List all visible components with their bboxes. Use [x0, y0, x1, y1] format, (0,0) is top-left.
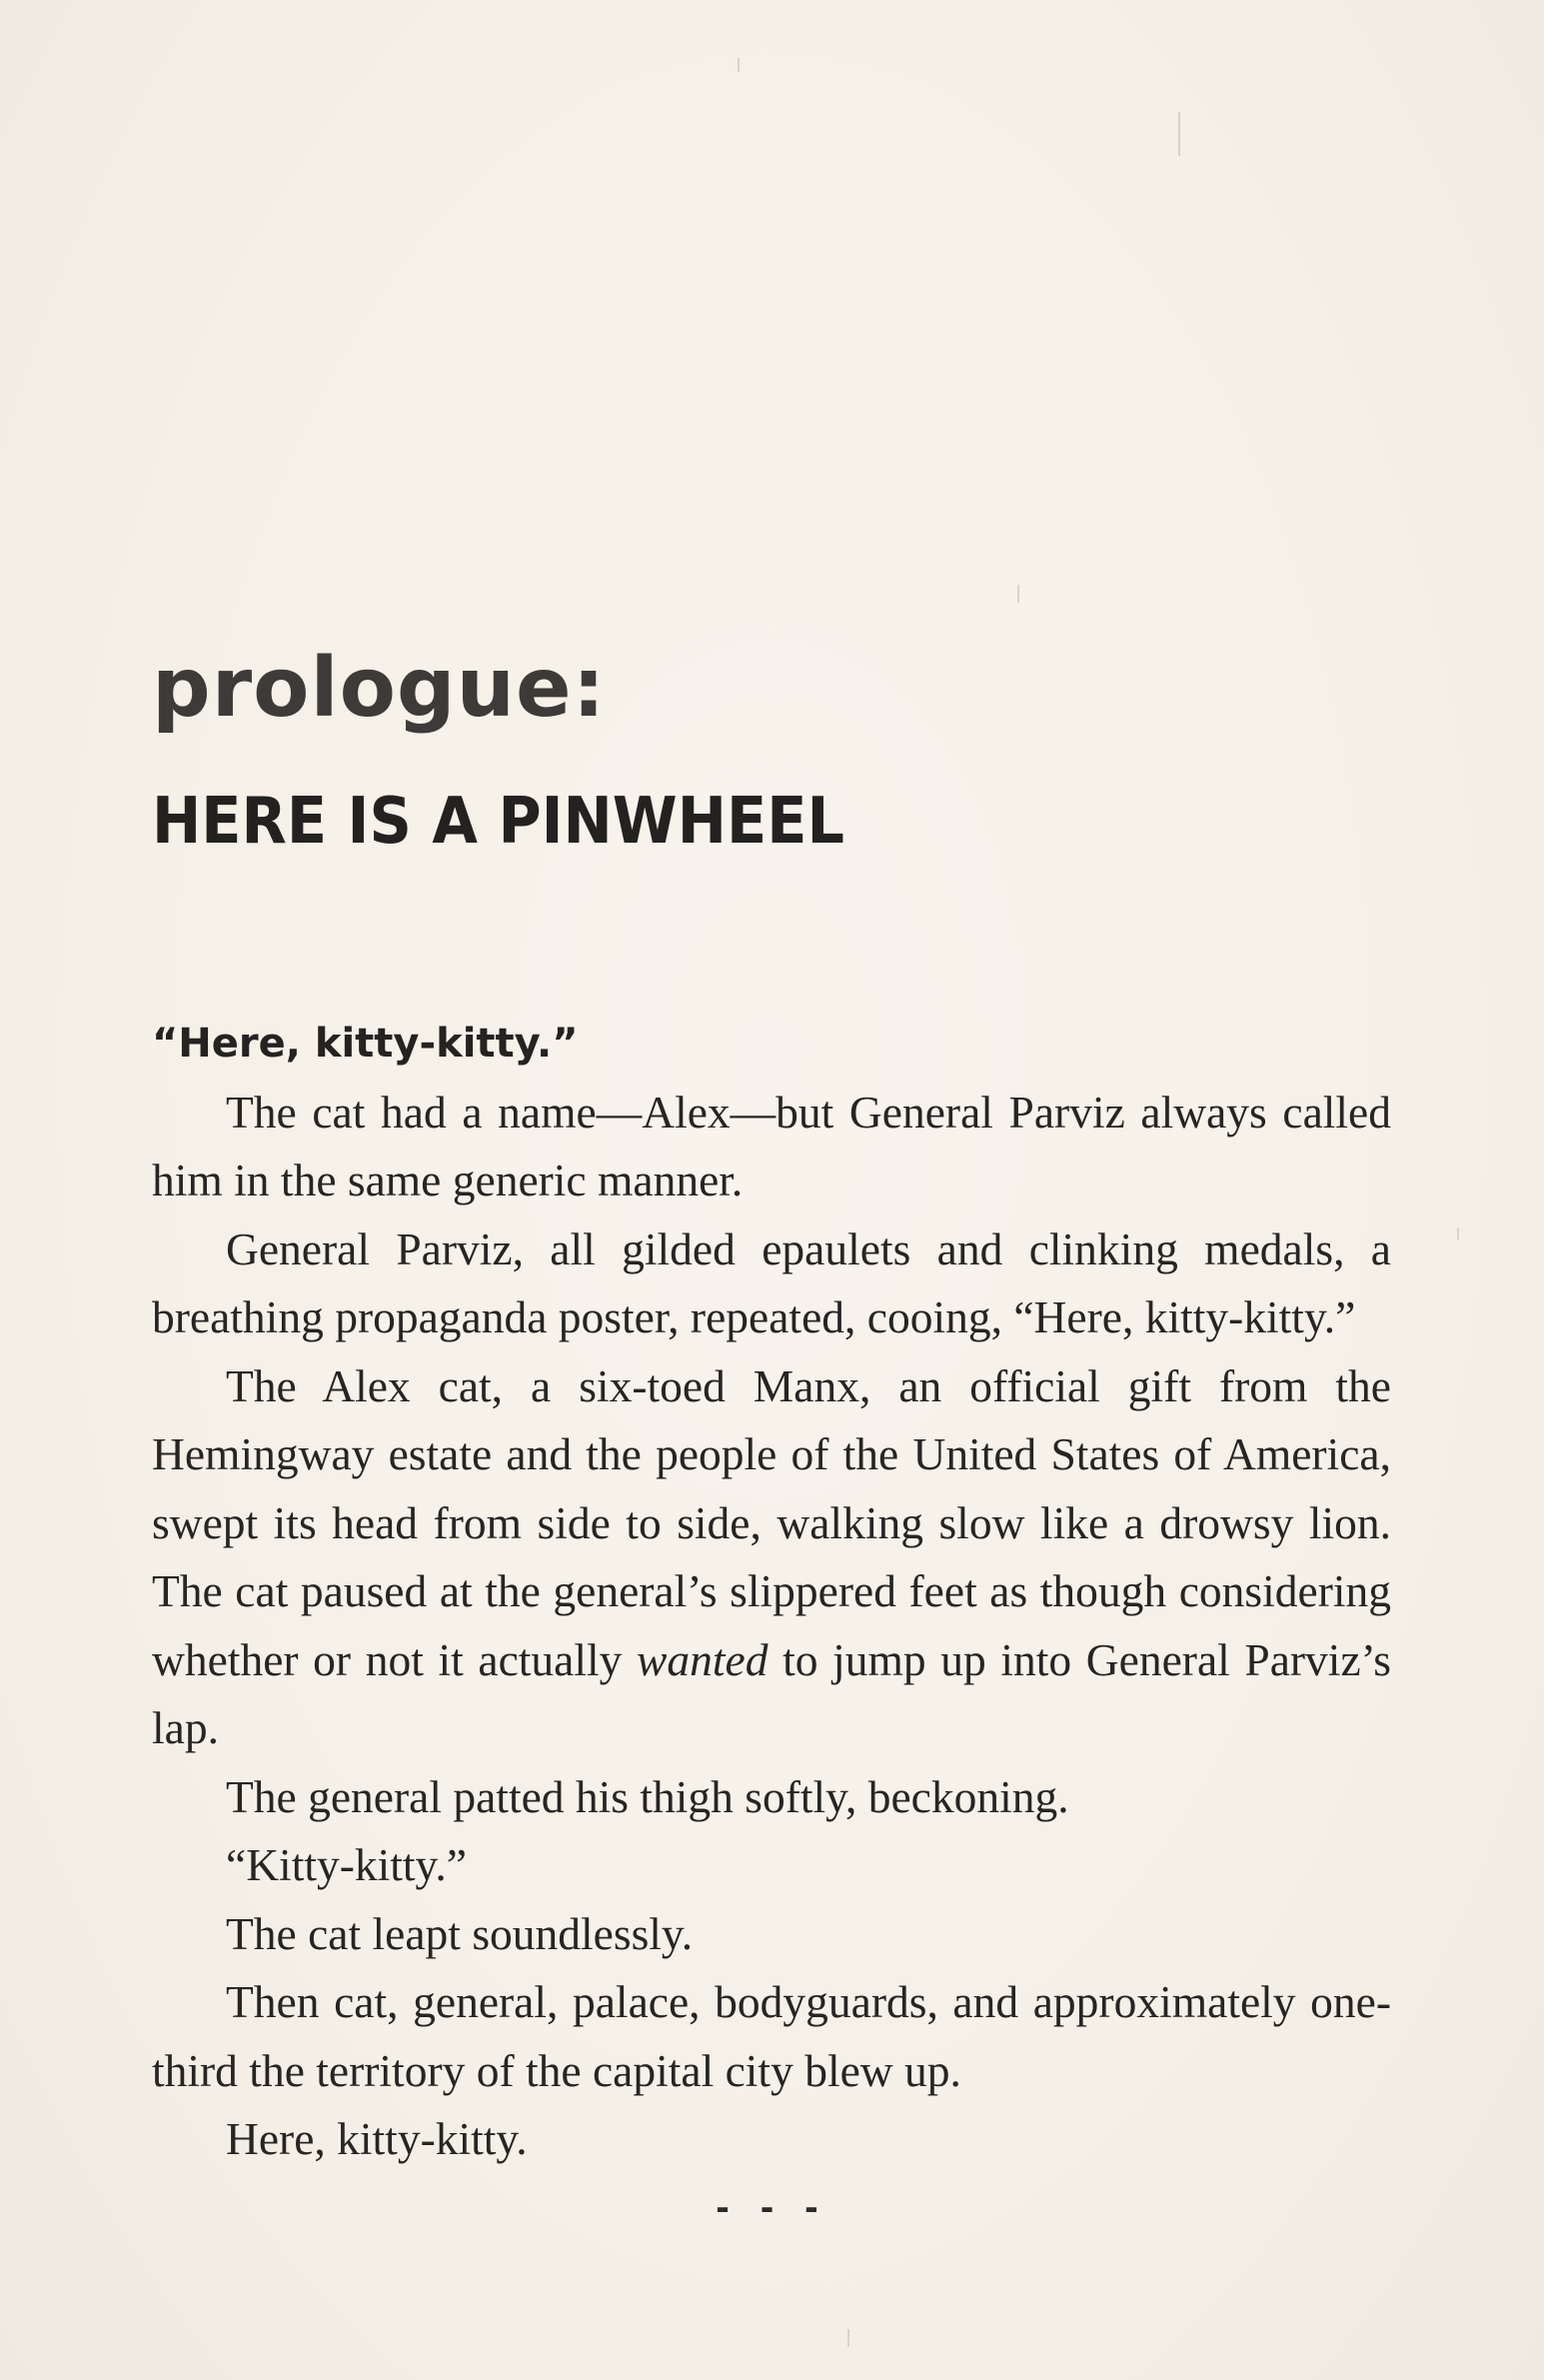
- section-break: - - -: [716, 2185, 828, 2229]
- paragraph: The cat had a name—Alex—but General Parviz always called him in the same generic manner.: [152, 1086, 1391, 1205]
- paragraph: The cat leapt soundlessly.: [226, 1907, 694, 1959]
- paragraph: [152, 1352, 1391, 1763]
- emphasized-word: wanted: [637, 1633, 769, 1685]
- opening-line: “Here, kitty-kitty.”: [152, 1021, 579, 1067]
- paragraph: The general patted his thigh softly, beckoning.: [226, 1770, 1069, 1822]
- paper-speck: [1457, 1227, 1459, 1239]
- paragraph: General Parviz, all gilded epaulets and clinking medals, a breathing propaganda poster, repeated, cooing, “Here, kitty-kitty.”: [152, 1222, 1391, 1342]
- paper-speck: [1017, 585, 1019, 603]
- paper-speck: [738, 58, 740, 72]
- chapter-title: HERE IS A PINWHEEL: [152, 785, 844, 859]
- paper-speck: [847, 2329, 849, 2347]
- paragraph: Here, kitty-kitty.: [226, 2113, 528, 2164]
- paragraph-text: to jump up into General Parviz’s lap.: [152, 1633, 1391, 1753]
- paragraph: “Kitty-kitty.”: [226, 1839, 467, 1890]
- paragraph-text: The Alex cat, a six-toed Manx, an official gift from the Hemingway estate and the people of the United States of America, swept its head from side to side, walking slow like a drowsy lion. The cat paused at the general’s slippered feet as though considering whether or not it actually: [152, 1359, 1391, 1685]
- chapter-label: prologue:: [152, 641, 607, 736]
- prologue-body: [152, 1010, 1391, 2174]
- paper-speck: [1178, 112, 1180, 156]
- paragraph: Then cat, general, palace, bodyguards, and approximately one-third the territory of the capital city blew up.: [152, 1976, 1391, 2096]
